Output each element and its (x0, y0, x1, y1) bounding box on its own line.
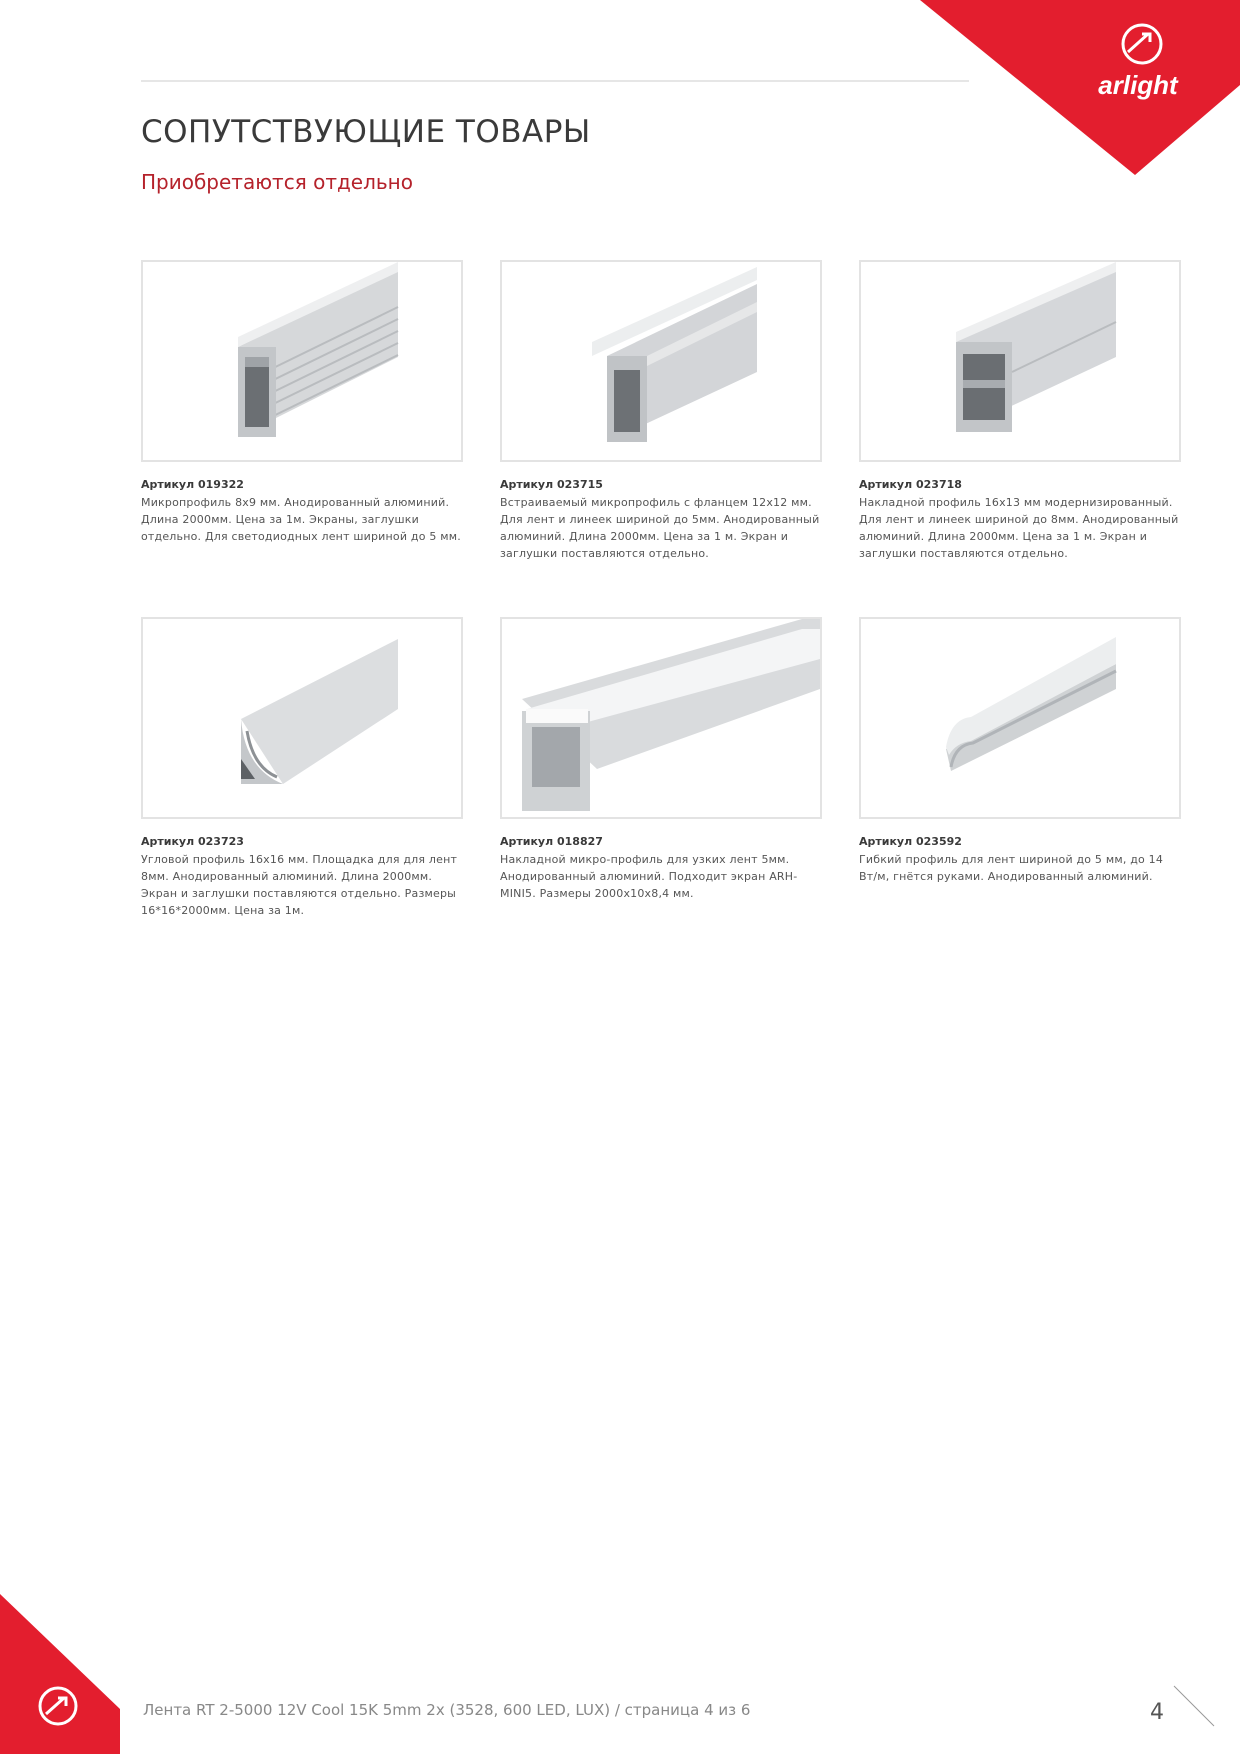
page-subtitle: Приобретаются отдельно (141, 170, 413, 194)
product-card (500, 260, 822, 562)
product-image (500, 260, 822, 462)
product-image (859, 260, 1181, 462)
footer-text: Лента RT 2-5000 12V Cool 15K 5mm 2x (3528, 600 LED, LUX) / страница 4 из 6 (143, 1701, 751, 1719)
footer-corner (0, 1594, 120, 1754)
product-card (500, 617, 822, 902)
product-card (141, 260, 463, 545)
top-rule (141, 80, 969, 82)
product-description: Накладной профиль 16х13 мм модернизированный. Для лент и линеек шириной до 8мм. Анодированный алюминий. Длина 2000мм. Цена за 1 м. Экран и заглушки поставляются отдельно. (859, 496, 1179, 560)
product-article: Артикул 023718 (859, 478, 962, 491)
product-description: Микропрофиль 8х9 мм. Анодированный алюминий. Длина 2000мм. Цена за 1м. Экраны, заглушки отдельно. Для светодиодных лент шириной до 5 мм. (141, 496, 461, 543)
product-article: Артикул 023723 (141, 835, 244, 848)
product-card (859, 617, 1181, 885)
product-image (141, 617, 463, 819)
product-image (859, 617, 1181, 819)
page-number: 4 (1150, 1700, 1164, 1725)
page-title: СОПУТСТВУЮЩИЕ ТОВАРЫ (141, 114, 591, 150)
product-article: Артикул 019322 (141, 478, 244, 491)
product-description: Угловой профиль 16х16 мм. Площадка для для лент 8мм. Анодированный алюминий. Длина 2000мм. Экран и заглушки поставляются отдельно. Размеры 16*16*2000мм. Цена за 1м. (141, 853, 458, 917)
product-article: Артикул 018827 (500, 835, 603, 848)
brand-corner (920, 0, 1240, 180)
product-image (141, 260, 463, 462)
product-article: Артикул 023592 (859, 835, 962, 848)
product-description: Гибкий профиль для лент шириной до 5 мм, до 14 Вт/м, гнётся руками. Анодированный алюминий. (859, 853, 1164, 883)
product-card (859, 260, 1181, 562)
product-description: Накладной микро-профиль для узких лент 5мм. Анодированный алюминий. Подходит экран ARH-MINI5. Размеры 2000х10х8,4 мм. (500, 853, 798, 900)
arlight-logo-text: arlight (1098, 70, 1178, 100)
product-image (500, 617, 822, 819)
product-article: Артикул 023715 (500, 478, 603, 491)
product-description: Встраиваемый микропрофиль с фланцем 12х12 мм. Для лент и линеек шириной до 5мм. Анодированный алюминий. Длина 2000мм. Цена за 1 м. Экран и заглушки поставляются отдельно. (500, 496, 820, 560)
product-card (141, 617, 463, 919)
page-corner-line (1172, 1684, 1216, 1728)
